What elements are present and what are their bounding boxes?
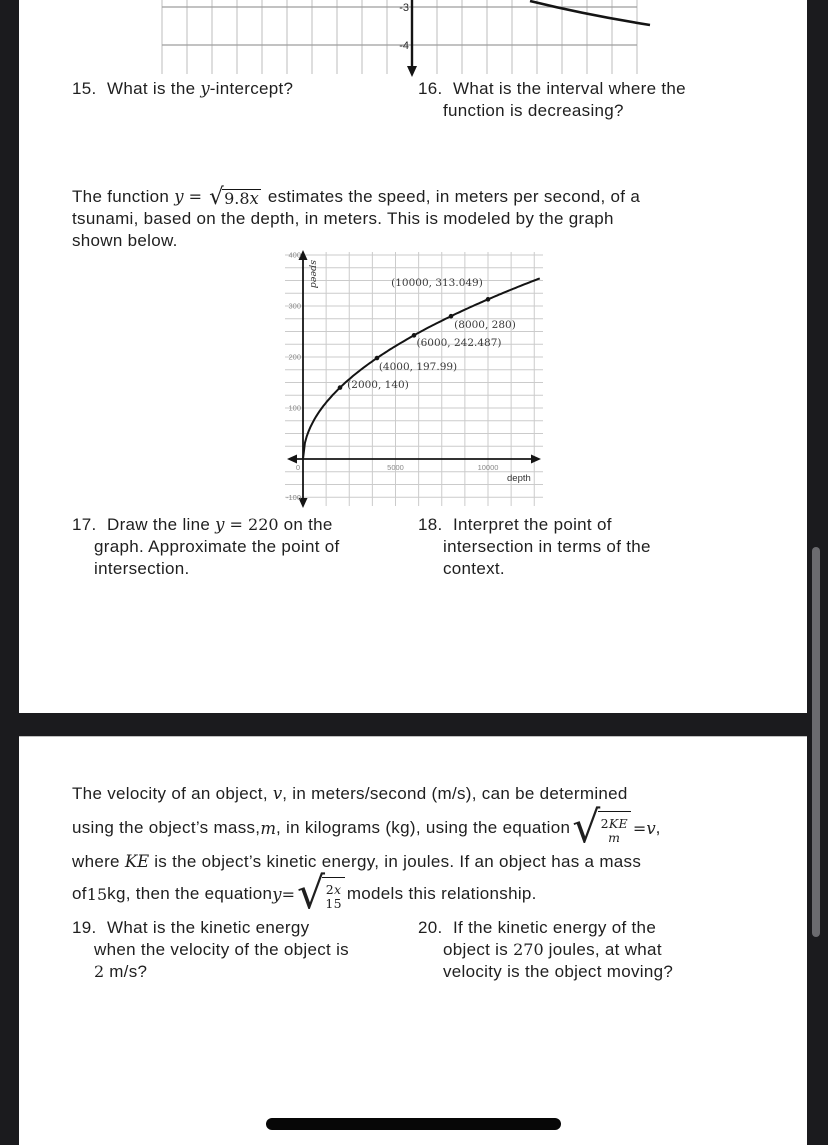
- paragraph-velocity-line-4: of 15 kg, then the equation y = √ 2x 15 models this relationship.: [72, 868, 537, 919]
- svg-text:(2000, 140): (2000, 140): [347, 379, 409, 391]
- question-20-number: 20.: [418, 918, 443, 937]
- question-20-line-3: velocity is the object moving?: [443, 962, 674, 981]
- question-20-line-2: object is 270 joules, at what: [443, 940, 662, 959]
- scrollbar-thumb[interactable]: [812, 547, 820, 937]
- math-var-y: y: [200, 79, 210, 98]
- question-20: [418, 918, 656, 938]
- question-17-line-2: graph. Approximate the point of: [94, 537, 340, 556]
- question-19-line-2: when the velocity of the object is: [94, 940, 349, 959]
- question-19: [72, 918, 309, 938]
- fraction-numerator: 2x: [325, 882, 342, 897]
- fraction-denominator: 15: [325, 896, 342, 911]
- fraction-denominator: m: [608, 830, 621, 845]
- svg-text:5000: 5000: [387, 463, 404, 472]
- svg-text:(8000, 280): (8000, 280): [454, 319, 516, 331]
- worksheet-page-1: [19, 0, 807, 713]
- math-var-KE: KE: [124, 852, 150, 871]
- question-16: [418, 79, 686, 99]
- svg-text:0: 0: [295, 463, 301, 472]
- paragraph-tsunami-line-2: tsunami, based on the depth, in meters. This is modeled by the graph: [72, 209, 614, 228]
- question-20-text: If the kinetic energy of the: [453, 918, 657, 937]
- question-18-line-3: context.: [443, 559, 505, 578]
- sqrt-9.8x: √ 9.8x: [209, 183, 259, 210]
- paragraph-tsunami-line-1: The function y = √ 9.8x estimates the speed, in meters per second, of a: [72, 183, 641, 210]
- question-17-text: Draw the line y = 220 on the: [107, 515, 333, 534]
- question-16-number: 16.: [418, 79, 443, 98]
- svg-text:-4: -4: [399, 40, 409, 52]
- question-15-text: What is the y-intercept?: [107, 79, 294, 98]
- paragraph-tsunami-line-3: shown below.: [72, 231, 178, 250]
- math-var-y: y: [272, 884, 282, 904]
- sqrt-2KE-over-m: [572, 802, 631, 853]
- radical-sign-icon: √: [209, 183, 225, 210]
- radical-sign-icon: √: [296, 868, 326, 919]
- svg-text:10000: 10000: [477, 463, 499, 472]
- question-17-line-3: intersection.: [94, 559, 190, 578]
- svg-text:(10000, 313.049): (10000, 313.049): [391, 277, 483, 289]
- radical-sign-icon: √: [572, 802, 601, 853]
- svg-text:(6000, 242.487): (6000, 242.487): [416, 337, 502, 349]
- svg-text:-100: -100: [285, 493, 301, 502]
- svg-text:100: 100: [288, 403, 301, 413]
- svg-text:depth: depth: [507, 473, 531, 484]
- paragraph-velocity-line-2: using the object’s mass, m , in kilograms (kg), using the equation √ 2KE m = v ,: [72, 802, 661, 853]
- svg-text:speed: speed: [308, 260, 319, 289]
- math-var-v: v: [646, 818, 656, 838]
- math-var-y: y: [174, 187, 184, 206]
- question-18-number: 18.: [418, 515, 443, 534]
- fraction-numerator: 2KE: [600, 816, 628, 831]
- question-17: [72, 515, 333, 535]
- math-var-v: v: [272, 784, 283, 803]
- previous-problem-graph-fragment: [159, 0, 651, 78]
- question-18-text: Interpret the point of: [453, 515, 612, 534]
- question-18: [418, 515, 612, 535]
- question-17-number: 17.: [72, 515, 97, 534]
- svg-text:200: 200: [288, 352, 301, 362]
- math-var-m: m: [260, 818, 276, 838]
- math-var-x: x: [249, 188, 259, 208]
- home-indicator[interactable]: [266, 1118, 561, 1130]
- question-19-line-3: 2 m/s?: [94, 962, 148, 981]
- svg-text:400: 400: [288, 250, 301, 260]
- svg-text:300: 300: [288, 301, 301, 311]
- question-18-line-2: intersection in terms of the: [443, 537, 651, 556]
- question-16-line-2: function is decreasing?: [443, 101, 624, 120]
- question-19-number: 19.: [72, 918, 97, 937]
- question-15-number: 15.: [72, 79, 97, 98]
- question-15: [72, 79, 293, 99]
- paragraph-velocity-line-3: where KE is the object’s kinetic energy, in joules. If an object has a mass: [72, 852, 642, 871]
- question-16-text: What is the interval where the: [453, 79, 686, 98]
- svg-text:(4000, 197.99): (4000, 197.99): [378, 361, 458, 373]
- svg-text:-3: -3: [399, 2, 409, 14]
- tsunami-speed-depth-graph: [285, 248, 549, 512]
- sqrt-2x-over-15: [296, 868, 345, 919]
- math-var-y: y: [215, 515, 225, 534]
- paragraph-velocity-line-1: The velocity of an object, v, in meters/second (m/s), can be determined: [72, 784, 628, 803]
- question-19-text: What is the kinetic energy: [107, 918, 310, 937]
- worksheet-page-2: [19, 736, 807, 1145]
